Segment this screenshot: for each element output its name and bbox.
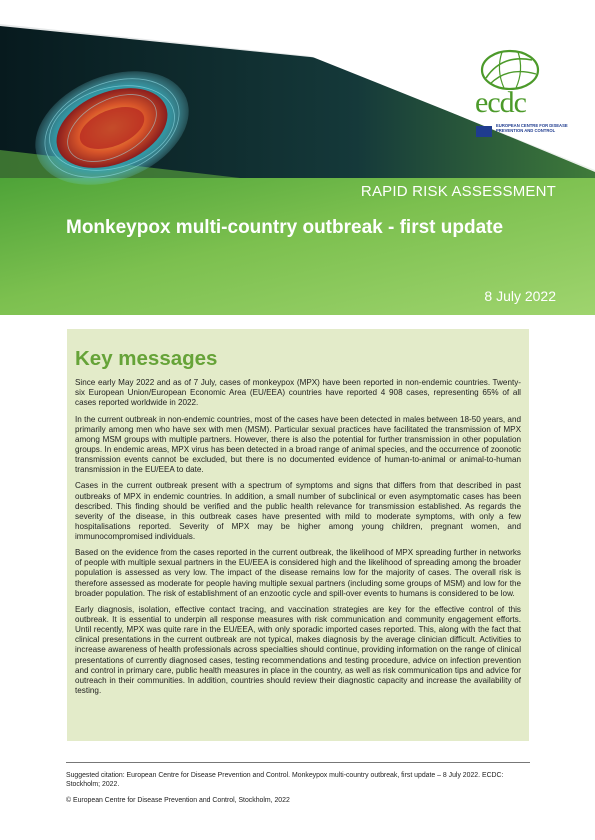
logo-text: ecdc bbox=[475, 86, 526, 119]
logo-org-name: EUROPEAN CENTRE FOR DISEASE PREVENTION AND CONTROL bbox=[496, 123, 568, 133]
cover-banner bbox=[0, 0, 595, 315]
page-title: Monkeypox multi-country outbreak - first update bbox=[66, 217, 504, 238]
key-message-paragraph: Based on the evidence from the cases reported in the current outbreak, the likelihood of MPX spreading further in networks of people with multiple sexual partners in the EU/EEA is considered high and the likelihood of spreading among the broader population is assessed as very low. The impact of the disease remains low for the majority of cases. The overall risk is therefore assessed as moderate for people having multiple sexual partners (including some groups of MSM) and low for the broader population. The risk of establishment of an enzootic cycle and spill-over events to humans is considered to be low. bbox=[75, 548, 521, 598]
document-type: RAPID RISK ASSESSMENT bbox=[360, 183, 556, 200]
eu-flag-icon bbox=[476, 126, 492, 137]
key-message-paragraph: In the current outbreak in non-endemic countries, most of the cases have been detected in males between 18-50 years, and primarily among men who have sex with men (MSM). Particular sexual practices have facilitated the transmission of MPX among MSM groups with multiple partners. However, there is also the potential for further transmission in other population groups. In endemic areas, MPX virus has been detected in a broad range of animal species, and the occurrence of zoonotic transmission events cannot be excluded, but there is no documented evidence of human-to-animal or animal-to-human transmission in the EU/EEA to date. bbox=[75, 414, 521, 475]
key-messages-heading: Key messages bbox=[75, 347, 218, 370]
footer-divider bbox=[66, 762, 530, 763]
publication-date: 8 July 2022 bbox=[484, 288, 556, 304]
key-messages-body bbox=[75, 378, 521, 702]
copyright-notice: © European Centre for Disease Prevention and Control, Stockholm, 2022 bbox=[66, 797, 290, 804]
ecdc-globe-logo bbox=[472, 48, 542, 90]
key-message-paragraph: Cases in the current outbreak present with a spectrum of symptoms and signs that differs from that described in past outbreaks of MPX in endemic countries. In addition, a small number of subclinical or even asymptomatic cases has been described. This finding should be verified and the public health relevance for transmission established. As regards the severity of the disease, in this outbreak cases have presented with mild to moderate symptoms, with only a few hospitalisations reported. Severity of MPX may be higher among young children, pregnant women, and immunocompromised individuals. bbox=[75, 481, 521, 541]
ecdc-logo bbox=[458, 48, 568, 138]
suggested-citation: Suggested citation: European Centre for Disease Prevention and Control. Monkeypox multi-country outbreak, first update – 8 July 2022. ECDC: Stockholm; 2022. bbox=[66, 772, 504, 789]
key-message-paragraph: Since early May 2022 and as of 7 July, cases of monkeypox (MPX) have been reported in non-endemic countries. Twenty-six European Union/European Economic Area (EU/EEA) countries have reported 4 908 cases, representing 65% of all cases reported worldwide in 2022. bbox=[75, 378, 521, 408]
key-message-paragraph: Early diagnosis, isolation, effective contact tracing, and vaccination strategies are key for the effective control of this outbreak. It is essential to underpin all response measures with risk communication and community engagement efforts. Until recently, MPX was quite rare in the EU/EEA, with only sporadic imported cases reported. This, along with the fact that clinical presentations in the current outbreak are not typical, makes diagnosis by the average clinician difficult. Activities to increase awareness of health professionals across specialties should continue, providing information on the range of clinical presentations of currently diagnosed cases, testing recommendations and testing procedure, advice on infection prevention and control in primary care, public health measures in place in the country, as well as risk communication tips and advice for outreach in their communities. In addition, countries should review their diagnostic capacity and increase the availability of testing. bbox=[75, 605, 521, 695]
